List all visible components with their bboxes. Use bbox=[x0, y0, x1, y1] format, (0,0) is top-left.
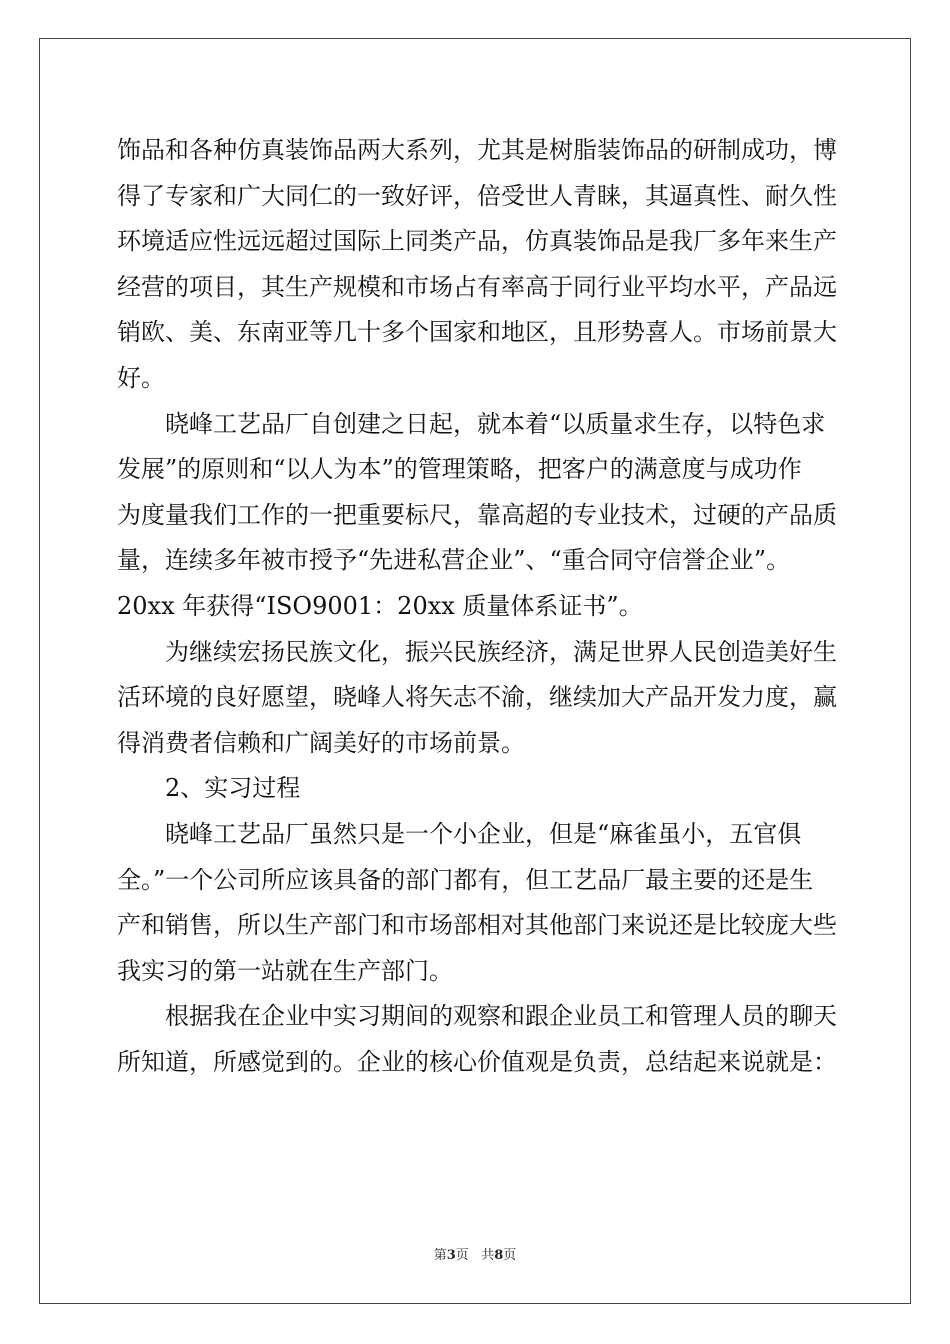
text-line: 根据我在企业中实习期间的观察和跟企业员工和管理人员的聊天 bbox=[165, 1002, 837, 1031]
current-page-number: 3 bbox=[446, 1248, 456, 1263]
text-line: 发展”的原则和“以人为本”的管理策略，把客户的满意度与成功作 bbox=[117, 455, 802, 484]
text-line: 20xx 年获得“ISO9001：20xx 质量体系证书”。 bbox=[117, 591, 643, 620]
text-line: 活环境的良好愿望，晓峰人将矢志不渝，继续加大产品开发力度，赢 bbox=[117, 683, 837, 712]
text-line: 销欧、美、东南亚等几十多个国家和地区，且形势喜人。市场前景大 bbox=[117, 318, 837, 347]
text-line: 所知道，所感觉到的。企业的核心价值观是负责，总结起来说就是： bbox=[117, 1047, 837, 1076]
text-line: 产和销售，所以生产部门和市场部相对其他部门来说还是比较庞大些 bbox=[117, 911, 837, 940]
footer-total-suffix: 页 bbox=[503, 1248, 517, 1263]
text-line: 量，连续多年被市授予“先进私营企业”、“重合同守信誉企业”。 bbox=[117, 546, 791, 575]
text-line: 经营的项目，其生产规模和市场占有率高于同行业平均水平，产品远 bbox=[117, 272, 837, 301]
text-line: 我实习的第一站就在生产部门。 bbox=[117, 956, 453, 985]
text-line: 得了专家和广大同仁的一致好评，倍受世人青睐，其逼真性、耐久性 bbox=[117, 181, 837, 210]
text-line: 环境适应性远远超过国际上同类产品，仿真装饰品是我厂多年来生产 bbox=[117, 227, 837, 256]
text-line: 全。”一个公司所应该具备的部门都有，但工艺品厂最主要的还是生 bbox=[117, 865, 814, 894]
total-page-number: 8 bbox=[494, 1248, 504, 1263]
footer-page-suffix: 页 bbox=[455, 1248, 469, 1263]
text-line: 为继续宏扬民族文化，振兴民族经济，满足世界人民创造美好生 bbox=[165, 637, 837, 666]
page-footer bbox=[0, 1244, 950, 1263]
text-line: 得消费者信赖和广阔美好的市场前景。 bbox=[117, 728, 525, 757]
footer-total-prefix: 共 bbox=[481, 1248, 495, 1263]
document-body bbox=[117, 128, 837, 1085]
footer-prefix: 第 bbox=[433, 1248, 447, 1263]
text-line: 晓峰工艺品厂自创建之日起，就本着“以质量求生存，以特色求 bbox=[165, 409, 826, 438]
text-line: 为度量我们工作的一把重要标尺，靠高超的专业技术，过硬的产品质 bbox=[117, 500, 837, 529]
text-line: 2、实习过程 bbox=[165, 774, 301, 803]
text-line: 饰品和各种仿真装饰品两大系列，尤其是树脂装饰品的研制成功，博 bbox=[117, 136, 837, 164]
text-line: 好。 bbox=[117, 363, 165, 392]
text-line: 晓峰工艺品厂虽然只是一个小企业，但是“麻雀虽小，五官俱 bbox=[165, 819, 802, 848]
